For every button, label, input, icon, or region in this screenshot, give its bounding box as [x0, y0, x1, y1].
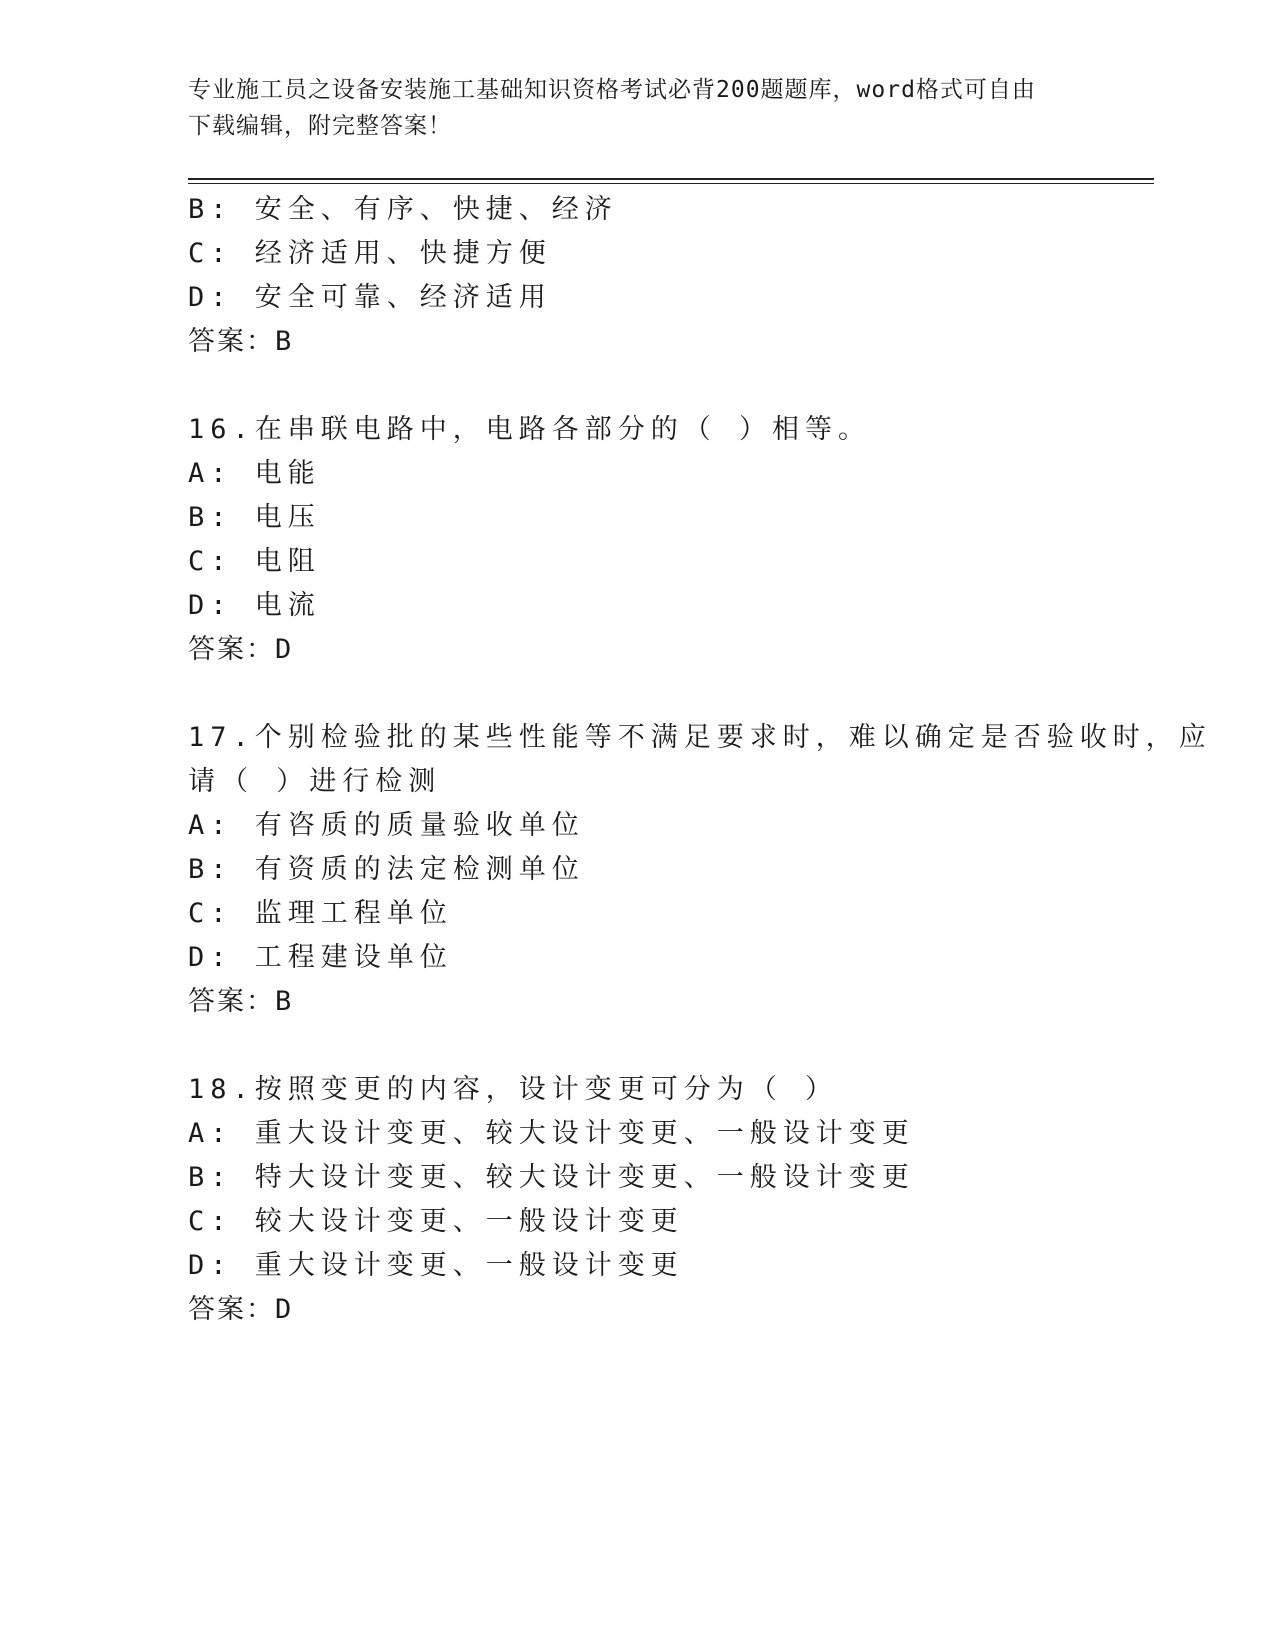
q16-answer: 答案：D	[188, 634, 294, 665]
q15-answer: 答案：B	[188, 326, 294, 357]
q16-option-a: A: 电能	[188, 458, 321, 489]
q18-question: 18.按照变更的内容，设计变更可分为（ ）	[188, 1074, 839, 1105]
q17-question-line-1: 17.个别检验批的某些性能等不满足要求时，难以确定是否验收时，应	[188, 722, 1212, 753]
document-header	[188, 72, 1088, 144]
q18-option-d: D: 重大设计变更、一般设计变更	[188, 1250, 684, 1281]
q16-question: 16.在串联电路中，电路各部分的（ ）相等。	[188, 414, 872, 445]
q18-option-b: B: 特大设计变更、较大设计变更、一般设计变更	[188, 1162, 915, 1193]
q16-option-c: C: 电阻	[188, 546, 321, 577]
q17-option-a: A: 有咨质的质量验收单位	[188, 810, 585, 841]
header-title-line-1: 专业施工员之设备安装施工基础知识资格考试必背200题题库，word格式可自由	[188, 77, 1036, 103]
q17-answer: 答案：B	[188, 986, 294, 1017]
q15-option-c: C: 经济适用、快捷方便	[188, 238, 552, 269]
q17-option-c: C: 监理工程单位	[188, 898, 453, 929]
header-title-line-2: 下载编辑，附完整答案！	[188, 113, 452, 139]
header-divider-thick	[188, 178, 1154, 180]
q16-option-d: D: 电流	[188, 590, 321, 621]
q17-question-line-2: 请（ ）进行检测	[188, 766, 442, 797]
q18-option-a: A: 重大设计变更、较大设计变更、一般设计变更	[188, 1118, 915, 1149]
q17-option-b: B: 有资质的法定检测单位	[188, 854, 585, 885]
q15-option-b: B: 安全、有序、快捷、经济	[188, 194, 618, 225]
q18-option-c: C: 较大设计变更、一般设计变更	[188, 1206, 684, 1237]
header-divider-thin	[188, 183, 1154, 184]
q17-option-d: D: 工程建设单位	[188, 942, 453, 973]
q15-option-d: D: 安全可靠、经济适用	[188, 282, 552, 313]
q16-option-b: B: 电压	[188, 502, 321, 533]
q18-answer: 答案：D	[188, 1294, 294, 1325]
